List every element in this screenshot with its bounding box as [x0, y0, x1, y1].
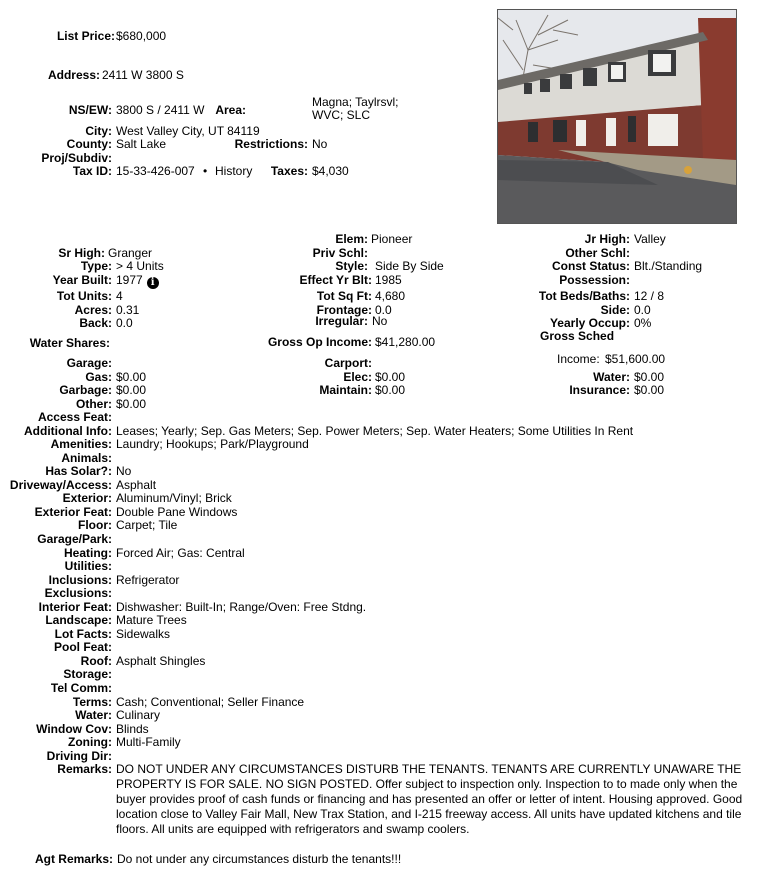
gas-label: Gas: — [85, 370, 112, 384]
county-value: Salt Lake — [116, 137, 167, 151]
water-shares-label: Water Shares: — [29, 336, 110, 350]
elec-label: Elec: — [343, 370, 372, 384]
elem-value: Pioneer — [371, 232, 413, 246]
feature-label: Terms: — [72, 695, 112, 709]
agt-remarks-text: Do not under any circumstances disturb the tenants!!! — [117, 852, 402, 866]
tot-units-value: 4 — [116, 289, 123, 303]
feature-label: Garage/Park: — [37, 532, 112, 546]
acres-value: 0.31 — [116, 303, 140, 317]
sr-high-label: Sr High: — [58, 246, 105, 260]
style-value: Side By Side — [375, 259, 444, 273]
insurance-label: Insurance: — [569, 383, 630, 397]
address-value: 2411 W 3800 S — [102, 68, 184, 82]
feature-label: Animals: — [61, 451, 112, 465]
feature-value: Refrigerator — [116, 573, 180, 587]
priv-schl-label: Priv Schl: — [312, 246, 368, 260]
area-label: Area: — [215, 103, 246, 117]
tax-id-value: 15-33-426-007 — [116, 164, 195, 178]
frontage-label: Frontage: — [316, 303, 372, 317]
feature-label: Roof: — [80, 654, 112, 668]
feature-label: Utilities: — [64, 559, 112, 573]
feature-value: Forced Air; Gas: Central — [116, 546, 245, 560]
frontage-value: 0.0 — [375, 303, 392, 317]
possession-label: Possession: — [559, 273, 630, 287]
yearly-occup-label: Yearly Occup: — [549, 316, 630, 330]
taxes-label: Taxes: — [270, 164, 308, 178]
feature-value: Sidewalks — [116, 627, 171, 641]
feature-label: Interior Feat: — [38, 600, 112, 614]
feature-value: Asphalt — [116, 478, 157, 492]
feature-label: Amenities: — [50, 437, 112, 451]
property-photo — [497, 9, 737, 224]
feature-label: Driveway/Access: — [9, 478, 112, 492]
feature-label: Exclusions: — [44, 586, 112, 600]
other-schl-label: Other Schl: — [565, 246, 630, 260]
irregular-label: Irregular: — [315, 314, 368, 328]
tot-beds-baths-value: 12 / 8 — [634, 289, 665, 303]
feature-value: Cash; Conventional; Seller Finance — [116, 695, 305, 709]
year-built-text: 1977 — [116, 273, 143, 287]
back-label: Back: — [79, 316, 112, 330]
gross-op-income-label: Gross Op Income: — [267, 335, 372, 349]
feature-value: Laundry; Hookups; Park/Playground — [116, 437, 309, 451]
gas-value: $0.00 — [116, 370, 147, 384]
gross-sched-label: Gross Sched — [540, 329, 615, 343]
year-built-label: Year Built: — [52, 273, 112, 287]
feature-value: Culinary — [116, 708, 161, 722]
water-value: $0.00 — [634, 370, 665, 384]
feature-value: Multi-Family — [116, 735, 181, 749]
income-label: Income: — [557, 352, 600, 366]
side-label: Side: — [600, 303, 630, 317]
water-label: Water: — [593, 370, 630, 384]
feature-value: Mature Trees — [116, 613, 187, 627]
feature-value: Blinds — [116, 722, 149, 736]
acres-label: Acres: — [74, 303, 112, 317]
gross-op-income-value: $41,280.00 — [375, 335, 436, 349]
const-status-value: Blt./Standing — [634, 259, 703, 273]
feature-label: Additional Info: — [24, 424, 112, 438]
remarks-label: Remarks: — [57, 762, 112, 776]
feature-label: Zoning: — [68, 735, 112, 749]
elec-value: $0.00 — [375, 370, 406, 384]
insurance-value: $0.00 — [634, 383, 665, 397]
jr-high-value: Valley — [634, 232, 666, 246]
feature-label: Heating: — [64, 546, 112, 560]
feature-value: Carpet; Tile — [116, 518, 178, 532]
feature-label: Storage: — [63, 667, 112, 681]
garbage-value: $0.00 — [116, 383, 147, 397]
city-label: City: — [85, 124, 112, 138]
nsew-value: 3800 S / 2411 W — [116, 103, 205, 117]
tax-id-label: Tax ID: — [72, 164, 112, 178]
feature-label: Has Solar?: — [45, 464, 112, 478]
tot-sqft-label: Tot Sq Ft: — [316, 289, 372, 303]
feature-label: Driving Dir: — [46, 749, 112, 763]
feature-value: Dishwasher: Built-In; Range/Oven: Free Stdng. — [116, 600, 367, 614]
feature-label: Lot Facts: — [54, 627, 112, 641]
carport-label: Carport: — [324, 356, 372, 370]
list-price-label: List Price: — [56, 29, 115, 43]
city-value: West Valley City, UT 84119 — [116, 124, 260, 138]
tot-beds-baths-label: Tot Beds/Baths: — [538, 289, 630, 303]
maintain-value: $0.00 — [375, 383, 406, 397]
feature-label: Water: — [75, 708, 112, 722]
income-value: $51,600.00 — [605, 352, 666, 366]
feature-value: Double Pane Windows — [116, 505, 238, 519]
irregular-value: No — [372, 314, 388, 328]
type-label: Type: — [80, 259, 112, 273]
const-status-label: Const Status: — [552, 259, 630, 273]
taxes-value: $4,030 — [312, 164, 349, 178]
yearly-occup-value: 0% — [634, 316, 652, 330]
feature-label: Exterior: — [62, 491, 112, 505]
feature-label: Floor: — [78, 518, 112, 532]
type-value: > 4 Units — [116, 259, 164, 273]
other-label: Other: — [76, 397, 112, 411]
proj-subdiv-label: Proj/Subdiv: — [41, 151, 112, 165]
agt-remarks-label: Agt Remarks: — [34, 852, 113, 866]
style-label: Style: — [335, 259, 368, 273]
remarks-text: DO NOT UNDER ANY CIRCUMSTANCES DISTURB THE TENANTS. TENANTS ARE CURRENTLY UNAWARE THE PROPERTY IS FOR SALE. NO SIGN POSTED. Offer subject to inspection only. Inspection to to made only when the buyer provides proof of cash funds or financing and has presented an offer or letter of intent. Housing approved. Good location close to Valley Fair Mall, New Trax Station, and I-215 freeway access. All units have updated kitchens and tile floors. All units are equipped with refrigerators and swamp coolers. — [116, 762, 743, 836]
info-icon[interactable]: i — [147, 277, 159, 289]
feature-label: Exterior Feat: — [34, 505, 112, 519]
feature-value: Asphalt Shingles — [116, 654, 206, 668]
maintain-label: Maintain: — [319, 383, 372, 397]
feature-value: Leases; Yearly; Sep. Gas Meters; Sep. Power Meters; Sep. Water Heaters; Some Utilities In Rent — [116, 424, 634, 438]
area-value: Magna; Taylrsvl; WVC; SLC — [312, 95, 399, 122]
side-value: 0.0 — [634, 303, 651, 317]
garage-label: Garage: — [66, 356, 112, 370]
county-label: County: — [66, 137, 112, 151]
restrictions-value: No — [312, 137, 328, 151]
effect-yr-label: Effect Yr Blt: — [299, 273, 372, 287]
jr-high-label: Jr High: — [584, 232, 630, 246]
feature-label: Access Feat: — [37, 410, 112, 424]
tot-sqft-value: 4,680 — [375, 289, 406, 303]
list-price-value: $680,000 — [116, 29, 167, 43]
feature-label: Inclusions: — [48, 573, 112, 587]
sr-high-value: Granger — [108, 246, 153, 260]
feature-label: Window Cov: — [36, 722, 112, 736]
back-value: 0.0 — [116, 316, 133, 330]
year-built-value — [116, 273, 159, 289]
feature-label: Tel Comm: — [50, 681, 112, 695]
history-separator: • — [203, 164, 208, 178]
feature-label: Pool Feat: — [53, 640, 112, 654]
nsew-label: NS/EW: — [68, 103, 112, 117]
tot-units-label: Tot Units: — [56, 289, 112, 303]
feature-value: Aluminum/Vinyl; Brick — [116, 491, 232, 505]
feature-label: Landscape: — [45, 613, 112, 627]
other-value: $0.00 — [116, 397, 147, 411]
history-link[interactable]: History — [215, 164, 253, 178]
effect-yr-value: 1985 — [375, 273, 402, 287]
feature-value: No — [116, 464, 132, 478]
restrictions-label: Restrictions: — [234, 137, 308, 151]
garbage-label: Garbage: — [59, 383, 112, 397]
address-label: Address: — [47, 68, 100, 82]
elem-label: Elem: — [335, 232, 368, 246]
